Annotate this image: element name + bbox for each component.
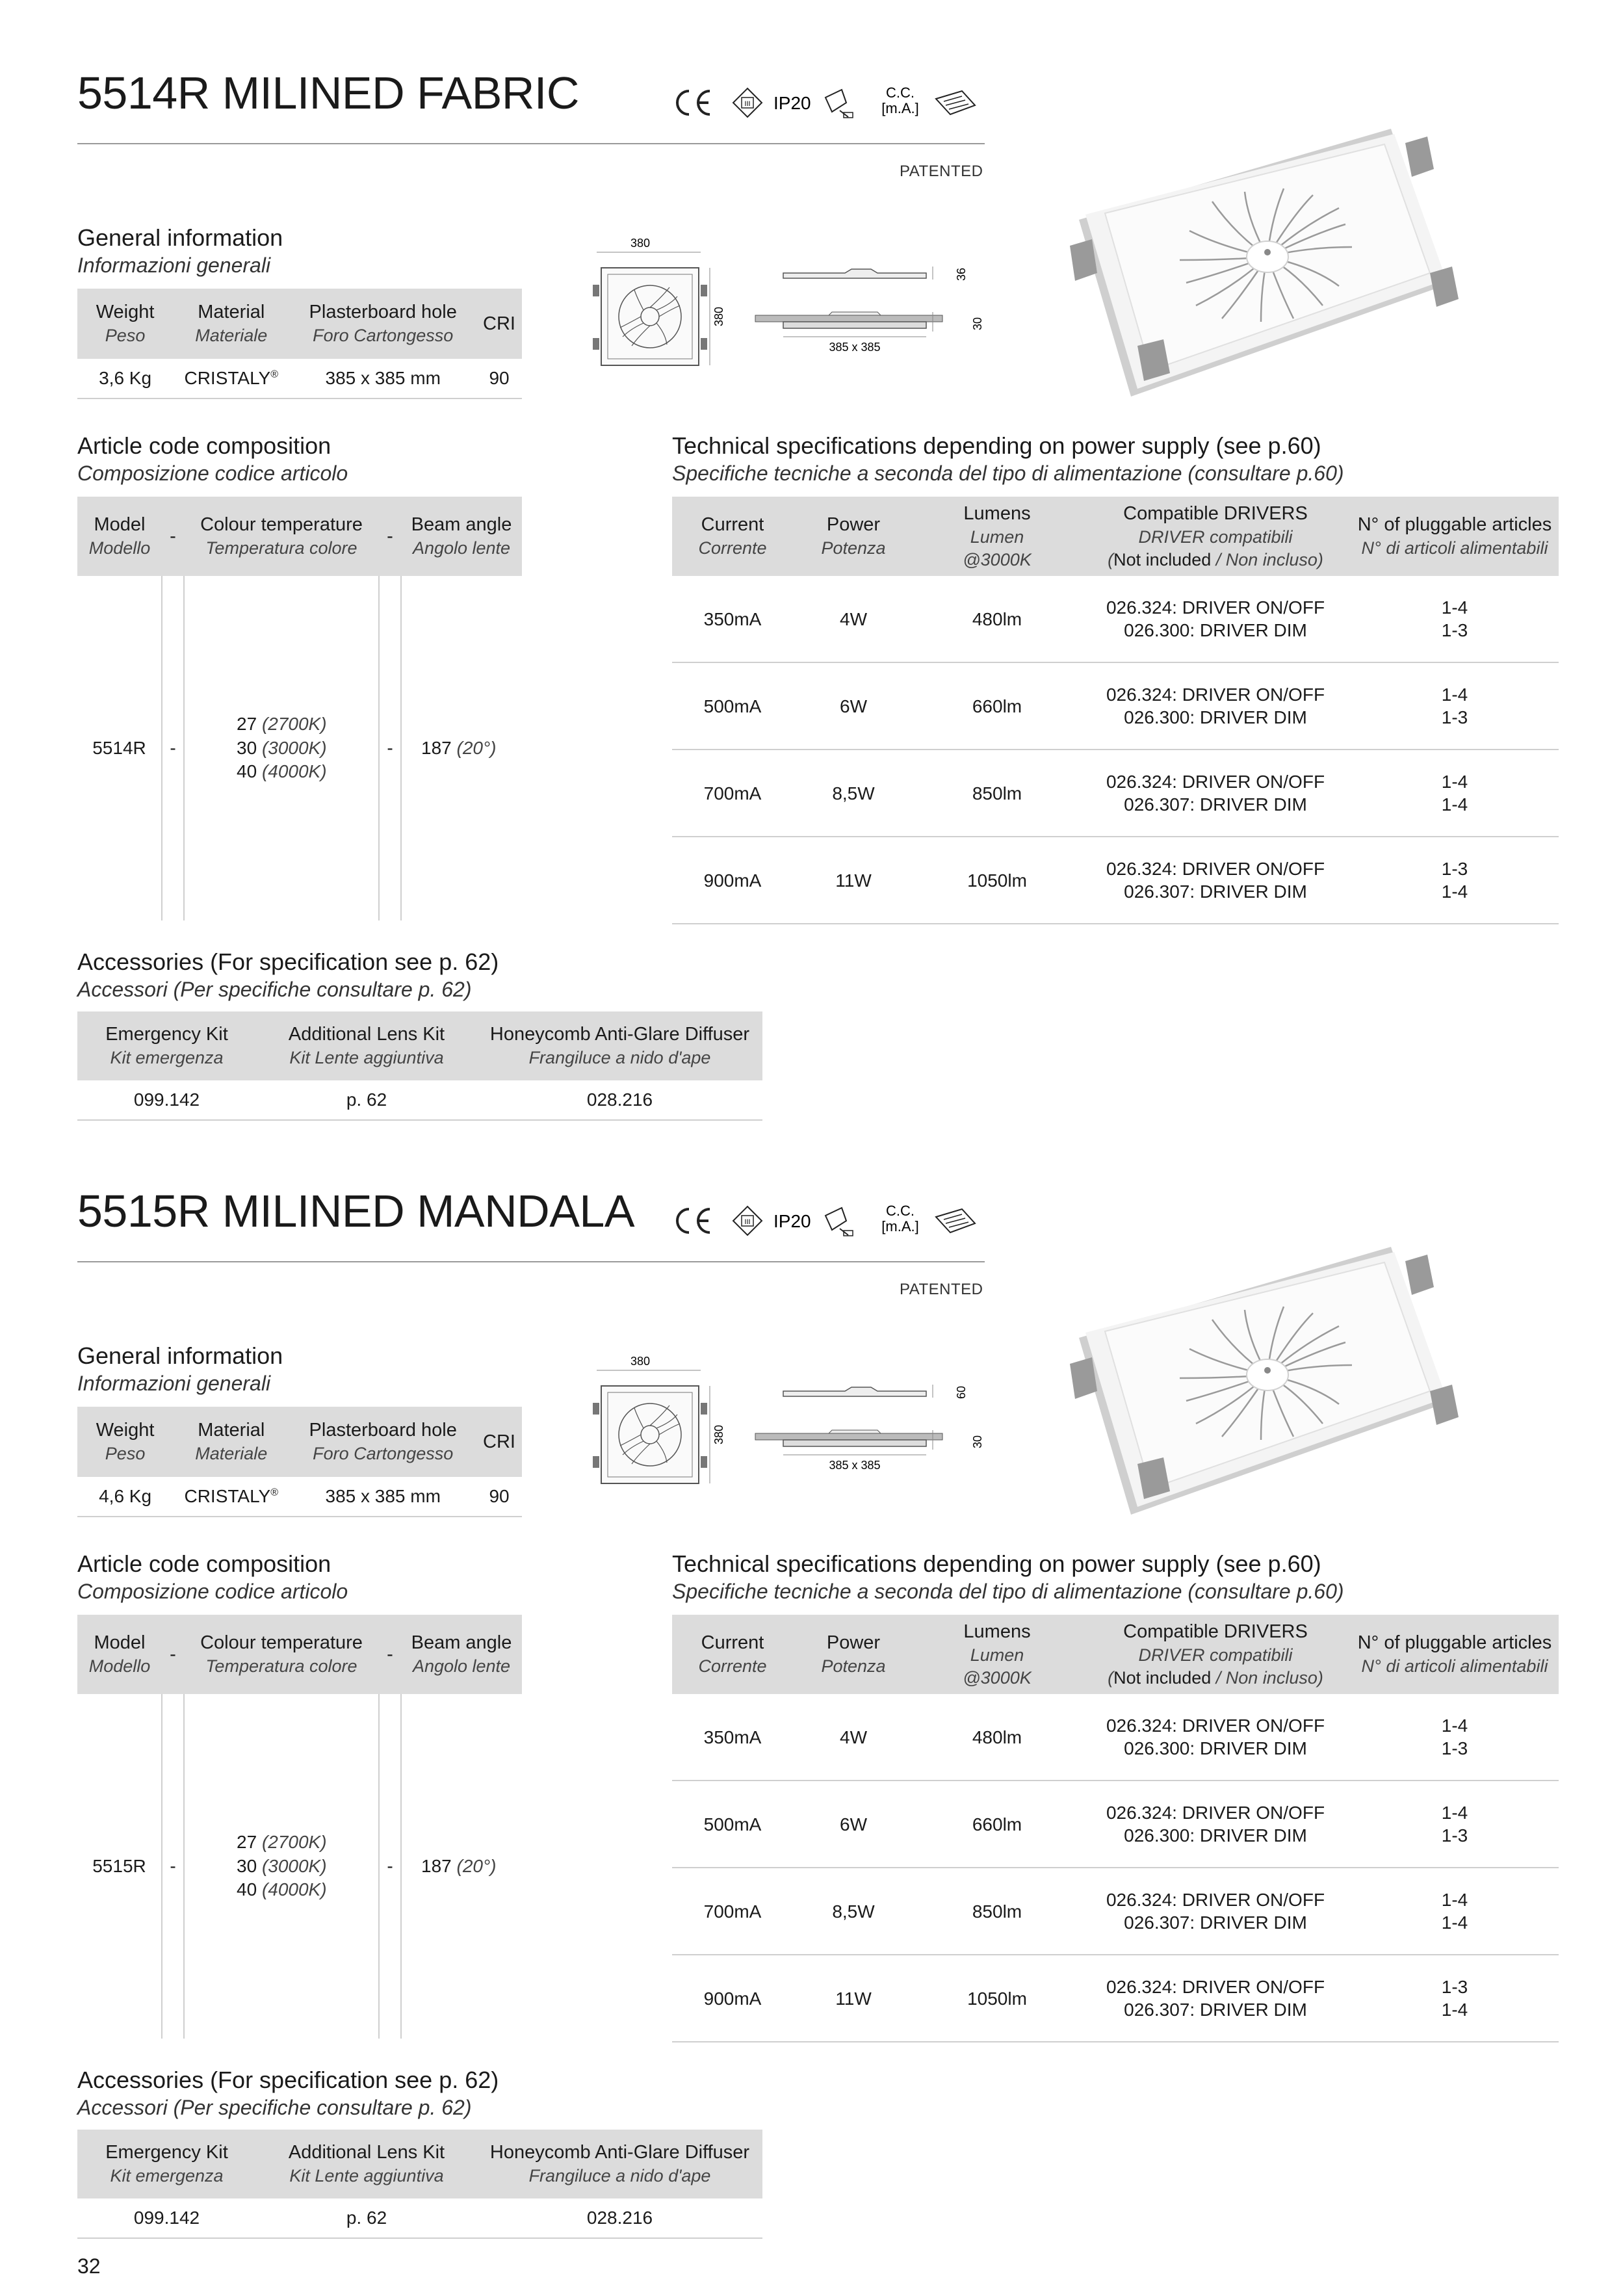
pluggable-header: N° of pluggable articles N° di articoli alimentabili <box>1351 497 1559 576</box>
svg-text:III: III <box>744 100 751 108</box>
power-value: 4W <box>793 1694 914 1781</box>
table-row <box>672 1868 1559 1955</box>
svg-text:385 x 385: 385 x 385 <box>829 1459 881 1472</box>
lumens-header: Lumens Lumen @3000K <box>914 1615 1080 1694</box>
svg-text:30: 30 <box>971 317 984 331</box>
hole-value: 385 x 385 mm <box>289 359 476 398</box>
technical-drawing <box>585 1352 994 1495</box>
diffuser-header: Honeycomb Anti-Glare Diffuser Frangiluce a nido d'ape <box>477 2130 762 2198</box>
general-info-heading: General information <box>77 224 283 251</box>
driver-values: 026.324: DRIVER ON/OFF 026.307: DRIVER DIM <box>1080 1955 1351 2042</box>
pluggable-values: 1-4 1-3 <box>1351 662 1559 750</box>
power-value: 11W <box>793 837 914 924</box>
temp-option: 27 (2700K) <box>237 714 327 735</box>
weight-value: 4,6 Kg <box>77 1477 173 1517</box>
patented-label: PATENTED <box>900 1281 983 1298</box>
tech-spec-subheading: Specifiche tecniche a seconda del tipo di alimentazione (consultare p.60) <box>672 462 1344 485</box>
accessories-subheading: Accessori (Per specifiche consultare p. 62) <box>77 2096 472 2119</box>
lumens-value: 1050lm <box>914 837 1080 924</box>
page-number: 32 <box>77 2254 101 2278</box>
dash: - <box>162 1694 184 2039</box>
colour-temp-header: Colour temperature Temperatura colore <box>184 1615 379 1694</box>
installation-icon <box>825 90 853 118</box>
general-info-heading: General information <box>77 1342 283 1369</box>
dash: - <box>162 576 184 920</box>
svg-text:380: 380 <box>630 237 651 250</box>
ip-rating: IP20 <box>773 1211 811 1231</box>
emergency-kit-code: 099.142 <box>77 2198 256 2238</box>
dash-header: - <box>379 1615 401 1694</box>
article-subheading: Composizione codice articolo <box>77 1580 348 1603</box>
temp-option: 30 (3000K) <box>237 737 327 758</box>
lens-kit-header: Additional Lens Kit Kit Lente aggiuntiva <box>256 2130 477 2198</box>
power-value: 8,5W <box>793 750 914 837</box>
pluggable-values: 1-3 1-4 <box>1351 1955 1559 2042</box>
svg-text:385 x 385: 385 x 385 <box>829 341 881 354</box>
cri-header: CRI <box>476 1407 522 1477</box>
lumens-header: Lumens Lumen @3000K <box>914 497 1080 576</box>
svg-text:380: 380 <box>712 1424 725 1445</box>
article-code-table <box>77 497 522 920</box>
emergency-kit-header: Emergency Kit Kit emergenza <box>77 1011 256 1080</box>
lumens-value: 850lm <box>914 750 1080 837</box>
lens-kit-header: Additional Lens Kit Kit Lente aggiuntiva <box>256 1011 477 1080</box>
hole-value: 385 x 385 mm <box>289 1477 476 1517</box>
table-row <box>77 1080 762 1120</box>
cri-value: 90 <box>476 359 522 398</box>
general-info-table <box>77 289 522 399</box>
accessories-heading: Accessories (For specification see p. 62) <box>77 948 499 975</box>
lumens-value: 660lm <box>914 1781 1080 1868</box>
cri-value: 90 <box>476 1477 522 1517</box>
beam-angle-code: 187 (20°) <box>401 1694 522 2039</box>
pluggable-values: 1-4 1-4 <box>1351 1868 1559 1955</box>
current-value: 500mA <box>672 1781 793 1868</box>
article-code-table <box>77 1615 522 2039</box>
table-row <box>77 1694 522 2039</box>
current-value: 900mA <box>672 1955 793 2042</box>
beam-angle-code: 187 (20°) <box>401 576 522 920</box>
table-row <box>672 1781 1559 1868</box>
ce-mark-icon <box>677 91 710 114</box>
material-value: CRISTALY® <box>173 1477 289 1517</box>
table-row <box>672 1694 1559 1781</box>
weight-header: Weight Peso <box>77 289 173 359</box>
svg-text:36: 36 <box>955 267 968 281</box>
dash-header: - <box>162 1615 184 1694</box>
pluggable-values: 1-4 1-4 <box>1351 750 1559 837</box>
pluggable-header: N° of pluggable articles N° di articoli alimentabili <box>1351 1615 1559 1694</box>
current-value: 350mA <box>672 1694 793 1781</box>
certification-icons <box>669 1201 988 1240</box>
lumens-value: 480lm <box>914 576 1080 662</box>
hole-header: Plasterboard hole Foro Cartongesso <box>289 1407 476 1477</box>
accessories-subheading: Accessori (Per specifiche consultare p. 62) <box>77 978 472 1001</box>
driver-values: 026.324: DRIVER ON/OFF 026.300: DRIVER DIM <box>1080 1694 1351 1781</box>
pluggable-values: 1-4 1-3 <box>1351 576 1559 662</box>
emergency-kit-code: 099.142 <box>77 1080 256 1120</box>
driver-values: 026.324: DRIVER ON/OFF 026.300: DRIVER DIM <box>1080 662 1351 750</box>
current-value: 350mA <box>672 576 793 662</box>
diffuser-code: 028.216 <box>477 1080 762 1120</box>
technical-drawing <box>585 234 994 377</box>
lumens-value: 480lm <box>914 1694 1080 1781</box>
tech-spec-table <box>672 497 1559 924</box>
article-heading: Article code composition <box>77 432 331 459</box>
table-row <box>672 1955 1559 2042</box>
power-value: 6W <box>793 1781 914 1868</box>
product-title: 5515R MILINED MANDALA <box>77 1186 635 1236</box>
installation-icon <box>825 1208 853 1236</box>
beam-angle-header: Beam angle Angolo lente <box>401 1615 522 1694</box>
current-value: 700mA <box>672 1868 793 1955</box>
lens-kit-ref: p. 62 <box>256 1080 477 1120</box>
diffuser-header: Honeycomb Anti-Glare Diffuser Frangiluce a nido d'ape <box>477 1011 762 1080</box>
power-header: Power Potenza <box>793 1615 914 1694</box>
power-value: 8,5W <box>793 1868 914 1955</box>
svg-text:60: 60 <box>955 1385 968 1400</box>
product-photo <box>1066 98 1508 410</box>
temp-option: 40 (4000K) <box>237 761 327 782</box>
lumens-value: 850lm <box>914 1868 1080 1955</box>
product-section <box>0 1118 1623 2236</box>
temp-option: 30 (3000K) <box>237 1855 327 1876</box>
cc-label: C.C. <box>886 85 915 101</box>
driver-icon <box>936 91 975 114</box>
power-value: 11W <box>793 1955 914 2042</box>
dash: - <box>379 576 401 920</box>
class-iii-icon <box>733 88 762 117</box>
temp-option: 40 (4000K) <box>237 1879 327 1900</box>
model-code: 5515R <box>92 1856 146 1876</box>
material-value: CRISTALY® <box>173 359 289 398</box>
driver-values: 026.324: DRIVER ON/OFF 026.300: DRIVER DIM <box>1080 576 1351 662</box>
product-section <box>0 0 1623 1118</box>
power-value: 6W <box>793 662 914 750</box>
driver-icon <box>936 1209 975 1233</box>
current-header: Current Corrente <box>672 1615 793 1694</box>
pluggable-values: 1-4 1-3 <box>1351 1694 1559 1781</box>
colour-temp-header: Colour temperature Temperatura colore <box>184 497 379 576</box>
table-row <box>672 576 1559 662</box>
drivers-header: Compatible DRIVERS DRIVER compatibili (Not included / Non incluso) <box>1080 1615 1351 1694</box>
power-header: Power Potenza <box>793 497 914 576</box>
colour-temp-options <box>184 1694 379 2039</box>
ma-label: [m.A.] <box>881 1218 919 1234</box>
driver-values: 026.324: DRIVER ON/OFF 026.307: DRIVER DIM <box>1080 750 1351 837</box>
tech-spec-subheading: Specifiche tecniche a seconda del tipo di alimentazione (consultare p.60) <box>672 1580 1344 1603</box>
driver-values: 026.324: DRIVER ON/OFF 026.300: DRIVER DIM <box>1080 1781 1351 1868</box>
accessories-table <box>77 2130 762 2239</box>
model-code: 5514R <box>92 738 146 758</box>
current-value: 900mA <box>672 837 793 924</box>
table-row <box>77 1477 522 1517</box>
lumens-value: 1050lm <box>914 1955 1080 2042</box>
tech-spec-table <box>672 1615 1559 2042</box>
model-header: Model Modello <box>77 497 162 576</box>
article-subheading: Composizione codice articolo <box>77 462 348 485</box>
lumens-value: 660lm <box>914 662 1080 750</box>
table-row <box>77 359 522 398</box>
dash-header: - <box>162 497 184 576</box>
driver-values: 026.324: DRIVER ON/OFF 026.307: DRIVER DIM <box>1080 837 1351 924</box>
accessories-heading: Accessories (For specification see p. 62) <box>77 2067 499 2093</box>
class-iii-icon <box>733 1207 762 1235</box>
product-photo <box>1066 1216 1508 1528</box>
general-info-subheading: Informazioni generali <box>77 1372 271 1395</box>
accessories-table <box>77 1011 762 1121</box>
cc-label: C.C. <box>886 1203 915 1219</box>
product-title: 5514R MILINED FABRIC <box>77 68 579 118</box>
svg-text:380: 380 <box>630 1355 651 1368</box>
driver-values: 026.324: DRIVER ON/OFF 026.307: DRIVER DIM <box>1080 1868 1351 1955</box>
title-divider <box>77 143 985 144</box>
material-header: Material Materiale <box>173 289 289 359</box>
pluggable-values: 1-3 1-4 <box>1351 837 1559 924</box>
current-value: 700mA <box>672 750 793 837</box>
pluggable-values: 1-4 1-3 <box>1351 1781 1559 1868</box>
cri-header: CRI <box>476 289 522 359</box>
hole-header: Plasterboard hole Foro Cartongesso <box>289 289 476 359</box>
svg-text:380: 380 <box>712 306 725 327</box>
diffuser-code: 028.216 <box>477 2198 762 2238</box>
ce-mark-icon <box>677 1209 710 1233</box>
drivers-header: Compatible DRIVERS DRIVER compatibili (Not included / Non incluso) <box>1080 497 1351 576</box>
lens-kit-ref: p. 62 <box>256 2198 477 2238</box>
table-row <box>672 750 1559 837</box>
table-row <box>77 576 522 920</box>
svg-text:III: III <box>744 1218 751 1226</box>
table-row <box>672 837 1559 924</box>
ma-label: [m.A.] <box>881 100 919 116</box>
beam-angle-header: Beam angle Angolo lente <box>401 497 522 576</box>
dash: - <box>379 1694 401 2039</box>
current-header: Current Corrente <box>672 497 793 576</box>
model-header: Model Modello <box>77 1615 162 1694</box>
ip-rating: IP20 <box>773 93 811 113</box>
colour-temp-options <box>184 576 379 920</box>
power-value: 4W <box>793 576 914 662</box>
temp-option: 27 (2700K) <box>237 1832 327 1853</box>
table-row <box>672 662 1559 750</box>
dash-header: - <box>379 497 401 576</box>
table-row <box>77 2198 762 2238</box>
current-value: 500mA <box>672 662 793 750</box>
general-info-table <box>77 1407 522 1517</box>
title-divider <box>77 1261 985 1262</box>
weight-header: Weight Peso <box>77 1407 173 1477</box>
emergency-kit-header: Emergency Kit Kit emergenza <box>77 2130 256 2198</box>
tech-spec-heading: Technical specifications depending on power supply (see p.60) <box>672 432 1321 459</box>
tech-spec-heading: Technical specifications depending on power supply (see p.60) <box>672 1550 1321 1577</box>
patented-label: PATENTED <box>900 163 983 180</box>
certification-icons <box>669 83 988 122</box>
weight-value: 3,6 Kg <box>77 359 173 398</box>
article-heading: Article code composition <box>77 1550 331 1577</box>
general-info-subheading: Informazioni generali <box>77 254 271 277</box>
material-header: Material Materiale <box>173 1407 289 1477</box>
svg-text:30: 30 <box>971 1435 984 1449</box>
